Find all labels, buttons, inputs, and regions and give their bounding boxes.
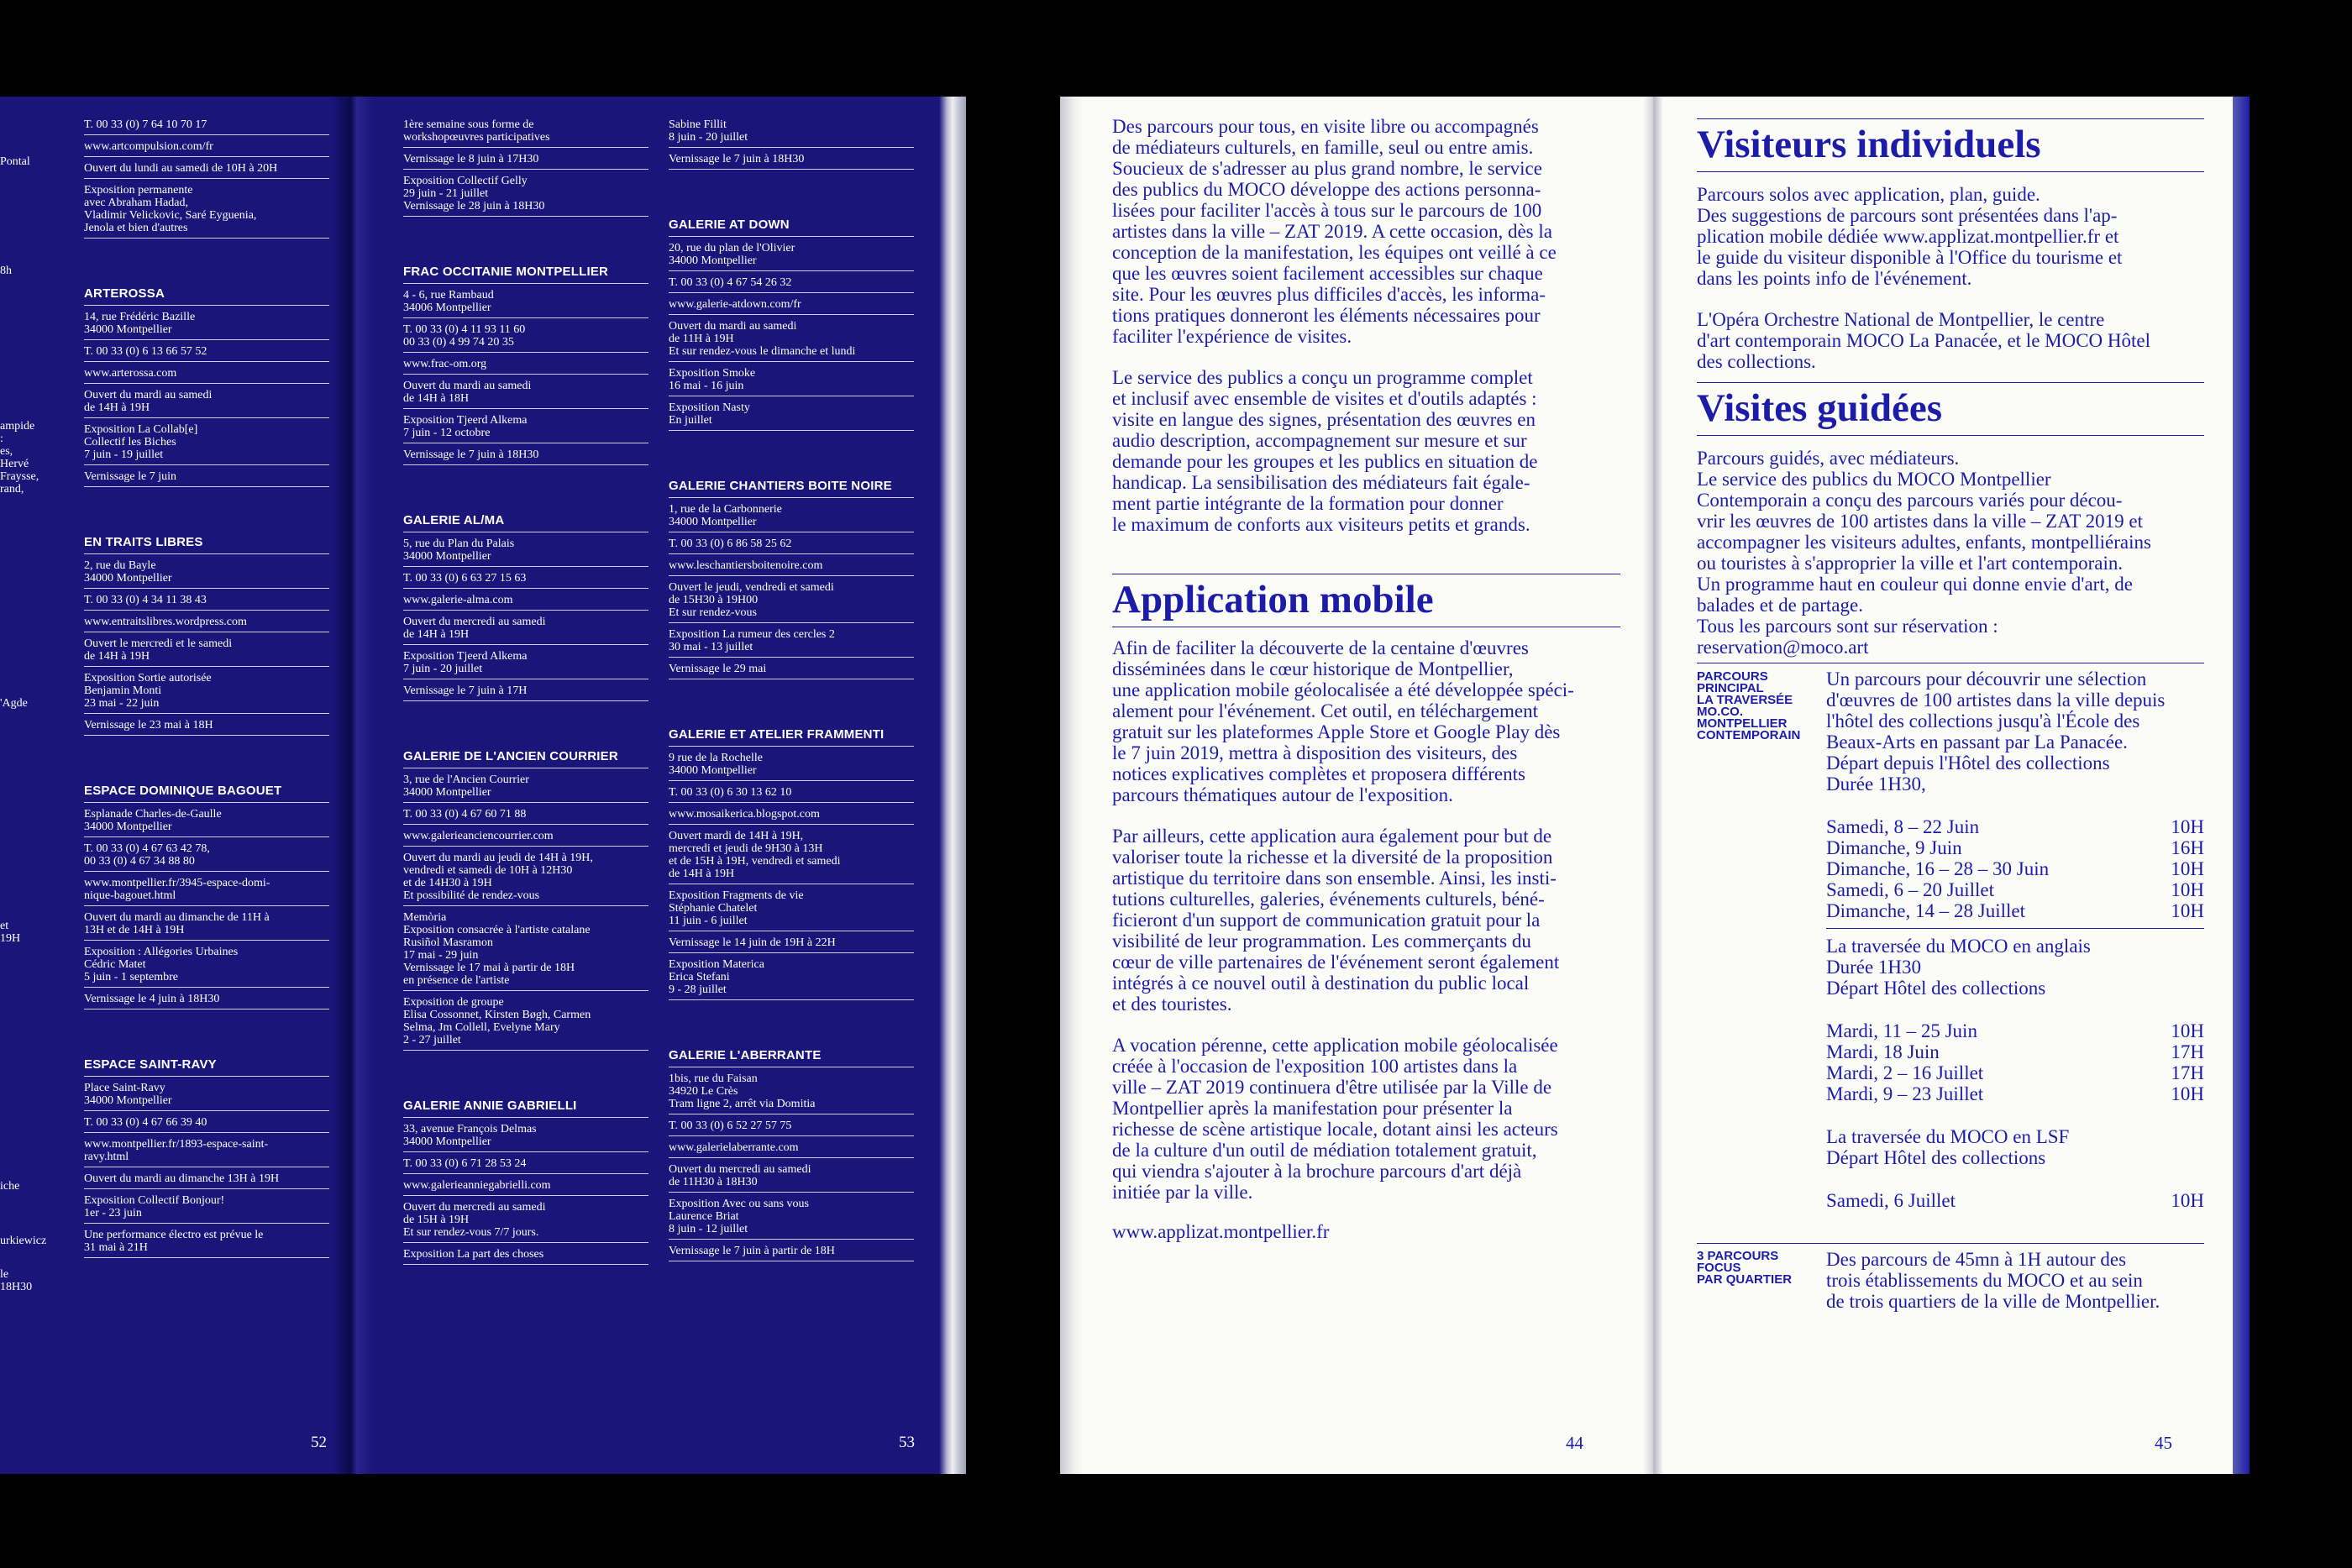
- listing-line: Exposition Collectif Gelly 29 juin - 21 juillet Vernissage le 28 juin à 18H30: [403, 170, 648, 217]
- listing-line: www.montpellier.fr/1893-espace-saint- ravy.html: [84, 1133, 329, 1167]
- guidees-paragraph: Parcours guidés, avec médiateurs. Le service des publics du MOCO Montpellier Contemporain a conçu des parcours variés pour décou- vrir les œuvres de 100 artistes dans la ville – ZAT 2019 et accompagner les visiteurs adultes, enfants, montpelliérains ou touristes à s'approprier la ville et l'art contemporain. Un programme haut en couleur qui donne envie d'art, de balades et de partage. Tous les parcours sont sur réservation : reservation@moco.art: [1697, 448, 2151, 658]
- listing-line: Sabine Fillit 8 juin - 20 juillet: [669, 113, 914, 148]
- lead-block: [84, 113, 329, 239]
- listing-line: Vernissage le 7 juin à 17H: [403, 679, 648, 701]
- parcours-block: [1697, 663, 2204, 1211]
- listing-line: T. 00 33 (0) 6 13 66 57 52: [84, 340, 329, 362]
- listing-line: T. 00 33 (0) 4 67 63 42 78, 00 33 (0) 4 67 34 88 80: [84, 837, 329, 872]
- listing-line: Exposition La Collab[e] Collectif les Biches 7 juin - 19 juillet: [84, 418, 329, 465]
- listing-line: Exposition de groupe Elisa Cossonnet, Kirsten Bøgh, Carmen Selma, Jm Collell, Evelyne Mary 2 - 27 juillet: [403, 991, 648, 1051]
- schedule-row: [1826, 837, 2204, 858]
- schedule-row: [1826, 1083, 2204, 1104]
- venue-entry: [403, 514, 648, 701]
- listing-line: Exposition : Allégories Urbaines Cédric Matet 5 juin - 1 septembre: [84, 941, 329, 988]
- schedule-time: 10H: [2171, 1020, 2204, 1041]
- edge-fragment: le 18H30: [0, 1268, 33, 1293]
- schedule-row: [1826, 879, 2204, 900]
- listing-line: www.montpellier.fr/3945-espace-domi- nique-bagouet.html: [84, 872, 329, 906]
- venue-name: EN TRAITS LIBRES: [84, 535, 203, 549]
- listing-line: T. 00 33 (0) 6 86 58 25 62: [669, 532, 914, 554]
- schedule-row: [1826, 1020, 2204, 1041]
- schedule-day: Mardi, 9 – 23 Juillet: [1826, 1083, 1984, 1104]
- venue-entry: [84, 536, 329, 736]
- page-number-44: 44: [1566, 1433, 1583, 1453]
- venue-name: ARTEROSSA: [84, 286, 165, 301]
- white-right-edge: [2233, 97, 2250, 1474]
- venue-entry: [403, 265, 648, 465]
- listing-line: 33, avenue François Delmas 34000 Montpellier: [403, 1118, 648, 1152]
- listing-line: www.galerie-alma.com: [403, 589, 648, 611]
- edge-fragment: Pontal: [0, 155, 30, 168]
- listing-line: Vernissage le 7 juin à 18H30: [669, 148, 914, 170]
- listing-line: www.galerieanniegabrielli.com: [403, 1174, 648, 1196]
- listing-line: T. 00 33 (0) 6 71 28 53 24: [403, 1152, 648, 1174]
- listing-line: T. 00 33 (0) 4 67 66 39 40: [84, 1111, 329, 1133]
- listing-line: Exposition Avec ou sans vous Laurence Briat 8 juin - 12 juillet: [669, 1193, 914, 1240]
- venue-name: GALERIE ANNIE GABRIELLI: [403, 1099, 577, 1113]
- white-spine: [1643, 97, 1663, 1474]
- schedule-time: 10H: [2171, 858, 2204, 879]
- focus-label: 3 PARCOURS FOCUS PAR QUARTIER: [1697, 1249, 1793, 1287]
- listing-line: 9 rue de la Rochelle 34000 Montpellier: [669, 747, 914, 781]
- parcours-content: [1826, 669, 2204, 1211]
- listing-line: T. 00 33 (0) 4 11 93 11 60 00 33 (0) 4 99 74 20 35: [403, 318, 648, 353]
- parcours-description: Un parcours pour découvrir une sélection d'œuvres de 100 artistes dans la ville depuis l'hôtel des collections jusqu'à l'École des Beaux-Arts en passant par La Panacée. Départ depuis l'Hôtel des collections Durée 1H30,: [1826, 669, 2166, 794]
- listing-line: Ouvert du mardi au dimanche 13H à 19H: [84, 1167, 329, 1189]
- listing-line: www.galerielaberrante.com: [669, 1136, 914, 1158]
- blue-spread: [0, 97, 966, 1474]
- app-paragraph-2: Par ailleurs, cette application aura également pour but de valoriser toute la richesse et la diversité de la proposition artistique du territoire dans son ensemble. Ainsi, les insti- tutions culturelles, galeries, événements culturels, béné- ficieront d'un support de communication gratuit pour la visibilité de leur programmation. Les commerçants du cœur de ville partenaires de l'événement seront également intégrés à ce nouvel outil à destination du public local et des touristes.: [1112, 826, 1560, 1015]
- listing-line: www.arterossa.com: [84, 362, 329, 384]
- listing-line: 3, rue de l'Ancien Courrier 34000 Montpellier: [403, 768, 648, 803]
- listing-line: Exposition Sortie autorisée Benjamin Monti 23 mai - 22 juin: [84, 667, 329, 714]
- listing-line: www.galerie-atdown.com/fr: [669, 293, 914, 315]
- listing-line: 1ère semaine sous forme de workshopœuvres participatives: [403, 113, 648, 148]
- listing-line: T. 00 33 (0) 6 52 27 57 75: [669, 1114, 914, 1136]
- listing-line: T. 00 33 (0) 4 67 54 26 32: [669, 271, 914, 293]
- schedule-day: Samedi, 8 – 22 Juin: [1826, 816, 1980, 837]
- page-44: [1112, 97, 1620, 1474]
- schedule-day: Mardi, 2 – 16 Juillet: [1826, 1062, 1984, 1083]
- venue-name: GALERIE L'ABERRANTE: [669, 1048, 822, 1062]
- edge-fragment: ampide : es, Hervé Fraysse, rand,: [0, 420, 39, 496]
- app-url-link[interactable]: www.applizat.montpellier.fr: [1112, 1221, 1330, 1242]
- app-heading: Application mobile: [1112, 574, 1620, 627]
- parcours-label: PARCOURS PRINCIPAL LA TRAVERSÉE MO.CO. MONTPELLIER CONTEMPORAIN: [1697, 669, 1801, 742]
- listing-line: Ouvert du mardi au samedi de 14H à 18H: [403, 375, 648, 409]
- venue-name: GALERIE ET ATELIER FRAMMENTI: [669, 727, 885, 742]
- listing-line: Memòria Exposition consacrée à l'artiste catalane Rusiñol Masramon 17 mai - 29 juin Vernissage le 17 mai à partir de 18H en présence de l'artiste: [403, 906, 648, 991]
- venue-name: GALERIE CHANTIERS BOITE NOIRE: [669, 479, 892, 493]
- listing-line: Exposition permanente avec Abraham Hadad, Vladimir Velickovic, Saré Eyguenia, Jenola et bien d'autres: [84, 179, 329, 239]
- app-paragraph-1: Afin de faciliter la découverte de la centaine d'œuvres disséminées dans le cœur historique de Montpellier, une application mobile géolocalisée a été développée spéci- alement pour l'événement. Cet outil, en téléchargement gratuit sur les plateformes Apple Store et Google Play dès le 7 juin 2019, mettra à disposition des visiteurs, des notices explicatives complètes et proposera différents parcours thématiques autour de l'exposition.: [1112, 637, 1574, 805]
- listing-line: www.galerieanciencourrier.com: [403, 825, 648, 847]
- schedule-day: Mardi, 11 – 25 Juin: [1826, 1020, 1977, 1041]
- venue-name: FRAC OCCITANIE MONTPELLIER: [403, 265, 609, 279]
- schedule-day: Dimanche, 9 Juin: [1826, 837, 1962, 858]
- listing-line: Vernissage le 23 mai à 18H: [84, 714, 329, 736]
- edge-fragment: 'Agde: [0, 697, 28, 710]
- listing-line: Ouvert du mardi au samedi de 14H à 19H: [84, 384, 329, 418]
- schedule-day: Samedi, 6 Juillet: [1826, 1190, 1956, 1211]
- listing-line: Place Saint-Ravy 34000 Montpellier: [84, 1077, 329, 1111]
- venue-entry: [669, 480, 914, 679]
- venue-name: GALERIE AT DOWN: [669, 218, 790, 232]
- page-number-45: 45: [2155, 1433, 2172, 1453]
- intro-paragraph-2: Le service des publics a conçu un programme complet et inclusif avec ensemble de visites et d'outils adaptés : visite en langue des signes, présentation des œuvres en audio description, accompagnement sur mesure et sur demande pour les groupes et les publics en situation de handicap. La sensibilisation des médiateurs fait égale- ment partie intégrante de la formation pour donner le maximum de conforts aux visiteurs petits et grands.: [1112, 367, 1538, 535]
- listing-line: 4 - 6, rue Rambaud 34006 Montpellier: [403, 284, 648, 318]
- schedule-day: Samedi, 6 – 20 Juillet: [1826, 879, 1994, 900]
- listing-line: www.entraitslibres.wordpress.com: [84, 611, 329, 632]
- blue-gutter: [332, 97, 374, 1474]
- schedule-time: 10H: [2171, 900, 2204, 921]
- listing-line: Exposition Smoke 16 mai - 16 juin: [669, 362, 914, 396]
- listing-line: Exposition La rumeur des cercles 2 30 mai - 13 juillet: [669, 623, 914, 658]
- schedule-time: 10H: [2171, 879, 2204, 900]
- listing-line: www.frac-om.org: [403, 353, 648, 375]
- listing-line: Exposition Tjeerd Alkema 7 juin - 20 juillet: [403, 645, 648, 679]
- schedule-lsf: [1826, 1190, 2204, 1211]
- venue-name: GALERIE AL/MA: [403, 513, 505, 527]
- listing-line: 1bis, rue du Faisan 34920 Le Crès Tram ligne 2, arrêt via Domitia: [669, 1067, 914, 1114]
- listing-line: Exposition Collectif Bonjour! 1er - 23 juin: [84, 1189, 329, 1224]
- listing-line: T. 00 33 (0) 6 30 13 62 10: [669, 781, 914, 803]
- listing-line: Exposition La part des choses: [403, 1243, 648, 1265]
- schedule-anglais: [1826, 1020, 2204, 1104]
- page-number-52: 52: [311, 1434, 327, 1451]
- schedule-day: Mardi, 18 Juin: [1826, 1041, 1940, 1062]
- edge-column: [0, 97, 47, 1474]
- listing-line: Exposition Materica Erica Stefani 9 - 28 juillet: [669, 953, 914, 1000]
- venue-entry: [403, 750, 648, 1051]
- edge-fragment: urkiewicz: [0, 1235, 47, 1247]
- edge-fragment: 8h: [0, 265, 12, 277]
- lead-block: [669, 113, 914, 170]
- listing-line: Vernissage le 4 juin à 18H30: [84, 988, 329, 1009]
- schedule-time: 10H: [2171, 816, 2204, 837]
- listing-line: Exposition Nasty En juillet: [669, 396, 914, 431]
- listing-line: T. 00 33 (0) 7 64 10 70 17: [84, 113, 329, 135]
- venue-entry: [669, 218, 914, 431]
- listing-line: Une performance électro est prévue le 31 mai à 21H: [84, 1224, 329, 1258]
- listing-line: Vernissage le 7 juin à 18H30: [403, 443, 648, 465]
- listing-column-2: [403, 113, 648, 1265]
- listing-line: Ouvert du mercredi au samedi de 11H30 à 18H30: [669, 1158, 914, 1193]
- schedule-time: 10H: [2171, 1190, 2204, 1211]
- visiteurs-paragraph-2: L'Opéra Orchestre National de Montpellier, le centre d'art contemporain MOCO La Panacée, et le MOCO Hôtel des collections.: [1697, 309, 2151, 372]
- schedule-row: [1826, 900, 2204, 921]
- listing-line: 2, rue du Bayle 34000 Montpellier: [84, 554, 329, 589]
- white-spread: [1060, 97, 2250, 1474]
- page-number-53: 53: [899, 1434, 915, 1451]
- venue-entry: [403, 1099, 648, 1265]
- blue-page-edge: [939, 97, 966, 1474]
- venue-entry: [84, 784, 329, 1009]
- schedule-time: 16H: [2171, 837, 2204, 858]
- schedule-time: 17H: [2171, 1041, 2204, 1062]
- listing-line: Vernissage le 7 juin à partir de 18H: [669, 1240, 914, 1261]
- listing-line: Ouvert le jeudi, vendredi et samedi de 15H30 à 19H00 Et sur rendez-vous: [669, 576, 914, 623]
- edge-fragment: et 19H: [0, 920, 21, 945]
- venue-entry: [84, 1058, 329, 1258]
- listing-line: Vernissage le 29 mai: [669, 658, 914, 679]
- listing-line: Vernissage le 8 juin à 17H30: [403, 148, 648, 170]
- listing-line: Exposition Fragments de vie Stéphanie Chatelet 11 juin - 6 juillet: [669, 884, 914, 931]
- listing-line: Ouvert du lundi au samedi de 10H à 20H: [84, 157, 329, 179]
- schedule-row: [1826, 1062, 2204, 1083]
- listing-line: Vernissage le 7 juin: [84, 465, 329, 487]
- venue-entry: [84, 287, 329, 487]
- listing-column-3: [669, 113, 914, 1261]
- listing-line: 14, rue Frédéric Bazille 34000 Montpellier: [84, 306, 329, 340]
- page-45: [1697, 97, 2204, 1474]
- lead-block: [403, 113, 648, 217]
- visiteurs-heading: Visiteurs individuels: [1697, 118, 2204, 172]
- schedule-day: Dimanche, 16 – 28 – 30 Juin: [1826, 858, 2050, 879]
- listing-line: www.artcompulsion.com/fr: [84, 135, 329, 157]
- listing-line: Ouvert du mardi au samedi de 11H à 19H Et sur rendez-vous le dimanche et lundi: [669, 315, 914, 362]
- schedule-row: [1826, 858, 2204, 879]
- schedule-row: [1826, 816, 2204, 837]
- venue-name: ESPACE DOMINIQUE BAGOUET: [84, 784, 282, 798]
- venue-name: GALERIE DE L'ANCIEN COURRIER: [403, 749, 618, 763]
- listing-line: 1, rue de la Carbonnerie 34000 Montpellier: [669, 498, 914, 532]
- intro-paragraph-1: Des parcours pour tous, en visite libre ou accompagnés de médiateurs culturels, en famille, seul ou entre amis. Soucieux de s'adresser au plus grand nombre, le service des publics du MOCO développe des actions personna- lisées pour faciliter l'accès à tous sur le parcours de 100 artistes dans la ville – ZAT 2019. A cette occasion, dès la conception de la manifestation, les équipes ont veillé à ce que les œuvres soient facilement accessibles sur chaque site. Pour les œuvres plus difficiles d'accès, les informa- tions pratiques donneront les éléments nécessaires pour faciliter l'expérience de visites.: [1112, 116, 1557, 347]
- listing-line: www.leschantiersboitenoire.com: [669, 554, 914, 576]
- listing-line: Ouvert du mercredi au samedi de 15H à 19H Et sur rendez-vous 7/7 jours.: [403, 1196, 648, 1243]
- listing-line: T. 00 33 (0) 4 67 60 71 88: [403, 803, 648, 825]
- visiteurs-paragraph-1: Parcours solos avec application, plan, guide. Des suggestions de parcours sont présentées dans l'ap- plication mobile dédiée www.applizat.montpellier.fr et le guide du visiteur disponible à l'Office du tourisme et dans les points info de l'événement.: [1697, 184, 2123, 289]
- lsf-text: La traversée du MOCO en LSF Départ Hôtel des collections: [1826, 1126, 2070, 1168]
- listing-line: Vernissage le 14 juin de 19H à 22H: [669, 931, 914, 953]
- schedule-time: 10H: [2171, 1083, 2204, 1104]
- app-paragraph-3: A vocation pérenne, cette application mobile géolocalisée créée à l'occasion de l'exposition 100 artistes dans la ville – ZAT 2019 continuera d'être utilisée par la Ville de Montpellier après la manifestation pour présenter la richesse de scène artistique locale, dotant ainsi les acteurs de la culture d'un outil de médiation totalement gratuit, qui viendra s'ajouter à la brochure parcours d'art déjà initiée par la ville.: [1112, 1035, 1558, 1203]
- listing-line: Ouvert du mercredi au samedi de 14H à 19H: [403, 611, 648, 645]
- focus-block: [1697, 1243, 2204, 1312]
- venue-name: ESPACE SAINT-RAVY: [84, 1057, 217, 1072]
- schedule-row: [1826, 1041, 2204, 1062]
- white-left-edge: [1060, 97, 1084, 1474]
- anglais-text: La traversée du MOCO en anglais Durée 1H30 Départ Hôtel des collections: [1826, 936, 2091, 999]
- listing-line: T. 00 33 (0) 4 34 11 38 43: [84, 589, 329, 611]
- listing-line: Ouvert le mercredi et le samedi de 14H à 19H: [84, 632, 329, 667]
- venue-entry: [669, 728, 914, 1000]
- listing-line: Ouvert du mardi au jeudi de 14H à 19H, vendredi et samedi de 10H à 12H30 et de 14H30 à 19H Et possibilité de rendez-vous: [403, 847, 648, 906]
- schedule-day: Dimanche, 14 – 28 Juillet: [1826, 900, 2025, 921]
- listing-line: Esplanade Charles-de-Gaulle 34000 Montpellier: [84, 803, 329, 837]
- listing-line: 5, rue du Plan du Palais 34000 Montpellier: [403, 532, 648, 567]
- listing-line: Ouvert mardi de 14H à 19H, mercredi et jeudi de 9H30 à 13H et de 15H à 19H, vendredi et samedi de 14H à 19H: [669, 825, 914, 884]
- schedule-principal: [1826, 816, 2204, 929]
- venue-entry: [669, 1049, 914, 1261]
- listing-line: T. 00 33 (0) 6 63 27 15 63: [403, 567, 648, 589]
- listing-line: www.mosaikerica.blogspot.com: [669, 803, 914, 825]
- listing-column-1: [84, 113, 329, 1258]
- listing-line: Exposition Tjeerd Alkema 7 juin - 12 octobre: [403, 409, 648, 443]
- listing-line: 20, rue du plan de l'Olivier 34000 Montpellier: [669, 237, 914, 271]
- focus-description: Des parcours de 45mn à 1H autour des trois établissements du MOCO et au sein de trois quartiers de la ville de Montpellier.: [1826, 1249, 2160, 1312]
- edge-fragment: iche: [0, 1180, 20, 1193]
- listing-line: Ouvert du mardi au dimanche de 11H à 13H et de 14H à 19H: [84, 906, 329, 941]
- schedule-row: [1826, 1190, 2204, 1211]
- schedule-time: 17H: [2171, 1062, 2204, 1083]
- guidees-heading: Visites guidées: [1697, 382, 2204, 436]
